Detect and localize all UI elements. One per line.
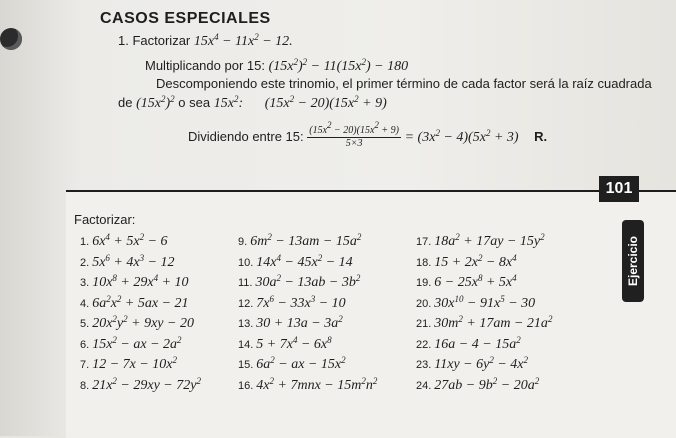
division-fraction bbox=[307, 120, 401, 150]
multiply-step bbox=[145, 58, 408, 75]
division-result: = $(3x^2 - 4)(5x^2 + 3)$ bbox=[404, 127, 519, 145]
exercise-item-expression: $30a^2 - 13ab - 3b^2$ bbox=[255, 273, 361, 290]
problem-number: 1. bbox=[118, 33, 129, 48]
exercise-item bbox=[80, 274, 189, 291]
exercise-item-number: 22. bbox=[416, 338, 432, 351]
answer-label: R. bbox=[534, 128, 548, 144]
exercise-item-number: 14. bbox=[238, 338, 254, 351]
exercise-item-expression: $18a^2 + 17ay - 15y^2$ bbox=[434, 232, 545, 249]
section-title: CASOS ESPECIALES bbox=[100, 10, 271, 27]
exercise-item-expression: $5 + 7x^4 - 6x^8$ bbox=[256, 334, 332, 352]
exercise-item-expression: $21x^2 - 29xy - 72y^2$ bbox=[92, 375, 201, 393]
problem-line bbox=[118, 33, 293, 50]
of-expression: $(15x^2)^2$ bbox=[136, 94, 175, 111]
exercise-item-number: 17. bbox=[416, 236, 432, 248]
exercise-item bbox=[416, 233, 545, 250]
exercise-item bbox=[238, 336, 332, 353]
exercise-item-number: 3. bbox=[80, 277, 90, 289]
exercise-item-expression: $6a^2$ − ax − $15x^2$ bbox=[256, 355, 346, 372]
divide-label: Dividiendo entre 15: bbox=[188, 128, 304, 144]
exercise-item-expression: $30m^2 + 17am - 21a^2$ bbox=[434, 314, 553, 331]
exercise-item-expression: $14x^4 - 45x^2 - 14$ bbox=[256, 252, 353, 270]
exercise-item bbox=[238, 233, 361, 250]
exercise-item bbox=[238, 274, 360, 291]
exercise-item-number: 8. bbox=[80, 379, 90, 392]
exercise-item bbox=[80, 254, 175, 271]
exercise-item-expression: $12 - 7x - 10x^2$ bbox=[92, 355, 178, 372]
exercise-item-number: 16. bbox=[238, 379, 254, 392]
exercise-item-expression: $30 + 13a - 3a^2$ bbox=[256, 314, 343, 331]
exercise-item-number: 20. bbox=[416, 297, 432, 310]
exercise-item-number: 7. bbox=[80, 359, 90, 371]
exercise-instruction: Factorizar: bbox=[74, 212, 136, 227]
exercise-item bbox=[416, 336, 521, 353]
problem-expression: $15x^4 - 11x^2 - 12$. bbox=[193, 32, 293, 49]
exercise-item-expression: $16a - 4 - 15a^2$ bbox=[434, 334, 521, 352]
exercise-item-expression: $6 - 25x^8 + 5x^4$ bbox=[434, 273, 517, 290]
exercise-item-number: 23. bbox=[416, 359, 432, 371]
exercise-item-number: 1. bbox=[80, 236, 90, 248]
exercise-item bbox=[238, 356, 346, 373]
bullet-icon bbox=[0, 28, 22, 50]
exercise-item-expression: $6m^2 - 13am - 15a^2$ bbox=[250, 232, 362, 249]
fraction-denominator: 5×3 bbox=[345, 138, 363, 149]
exercise-item-expression: $15x^2$ − ax − $2a^2$ bbox=[92, 334, 182, 352]
exercise-item-expression: $7x^6 - 33x^3 - 10$ bbox=[256, 293, 346, 311]
exercise-item bbox=[238, 377, 377, 394]
of-label: de bbox=[118, 95, 133, 110]
exercise-item-number: 5. bbox=[80, 318, 90, 330]
exercise-item-number: 6. bbox=[80, 338, 90, 351]
exercise-item-expression: $10x^8 + 29x^4 + 10$ bbox=[92, 273, 189, 290]
exercise-item-expression: $4x^2 + 7mnx - 15m^2n^2$ bbox=[256, 375, 378, 393]
or-label: o sea bbox=[178, 95, 211, 110]
exercise-item bbox=[238, 315, 343, 332]
multiply-expression: $(15x^2)^2 - 11(15x^2) - 180$ bbox=[268, 57, 409, 74]
exercise-item-expression: $11xy - 6y^2 - 4x^2$ bbox=[434, 355, 529, 372]
decompose-text: Descomponiendo este trinomio, el primer término de cada factor será la raíz cuadrada bbox=[156, 76, 652, 91]
exercise-item-number: 9. bbox=[238, 236, 248, 248]
exercise-item-expression: $6x^4 + 5x^2 - 6$ bbox=[92, 232, 168, 249]
exercise-item-expression: $30x^{10} - 91x^5 - 30$ bbox=[434, 293, 536, 311]
fraction-numerator: $(15x^2 - 20)(15x^2 + 9)$ bbox=[309, 120, 399, 136]
exercise-item-expression: $15 + 2x^2 - 8x^4$ bbox=[434, 252, 517, 270]
exercise-item bbox=[80, 295, 189, 312]
exercise-item-number: 12. bbox=[238, 297, 254, 310]
exercise-item bbox=[416, 377, 539, 394]
exercise-item bbox=[80, 356, 177, 373]
exercise-item bbox=[80, 233, 168, 250]
exercise-item-number: 24. bbox=[416, 379, 432, 392]
exercise-item-number: 10. bbox=[238, 256, 254, 269]
exercise-item bbox=[416, 254, 517, 271]
exercise-item-number: 4. bbox=[80, 297, 90, 310]
exercise-item-expression: $5x^6 + 4x^3 - 12$ bbox=[92, 252, 175, 270]
exercise-item bbox=[80, 315, 194, 332]
exercise-item-number: 11. bbox=[238, 277, 253, 289]
exercise-item-number: 15. bbox=[238, 359, 254, 371]
exercise-item-number: 21. bbox=[416, 318, 432, 330]
exercise-side-label: Ejercicio bbox=[626, 235, 640, 287]
multiply-label: Multiplicando por 15: bbox=[145, 58, 265, 73]
exercise-item bbox=[416, 315, 552, 332]
or-expression: $15x^2$: bbox=[213, 94, 244, 111]
exercise-item bbox=[416, 356, 528, 373]
root-step bbox=[118, 95, 387, 112]
exercise-item bbox=[416, 274, 517, 291]
exercise-item-expression: $27ab - 9b^2 - 20a^2$ bbox=[434, 375, 540, 393]
exercise-item bbox=[80, 377, 201, 394]
exercise-item bbox=[238, 254, 353, 271]
exercise-box bbox=[66, 190, 676, 438]
exercise-item-number: 13. bbox=[238, 318, 254, 330]
problem-instruction: Factorizar bbox=[132, 33, 191, 48]
exercise-item bbox=[416, 295, 535, 312]
exercise-item bbox=[80, 336, 182, 353]
exercise-item-number: 2. bbox=[80, 256, 90, 269]
divide-step bbox=[188, 120, 548, 150]
factored-expression: $(15x^2 - 20)(15x^2 + 9)$ bbox=[264, 94, 387, 111]
exercise-item-number: 19. bbox=[416, 277, 432, 289]
exercise-item-expression: $20x^2y^2 + 9xy - 20$ bbox=[92, 314, 194, 331]
exercise-side-tab bbox=[622, 220, 644, 302]
exercise-item-number: 18. bbox=[416, 256, 432, 269]
exercise-item bbox=[238, 295, 346, 312]
exercise-item-expression: $6a^2x^2 + 5ax - 21$ bbox=[92, 293, 189, 311]
exercise-number-badge: 101 bbox=[599, 176, 639, 202]
